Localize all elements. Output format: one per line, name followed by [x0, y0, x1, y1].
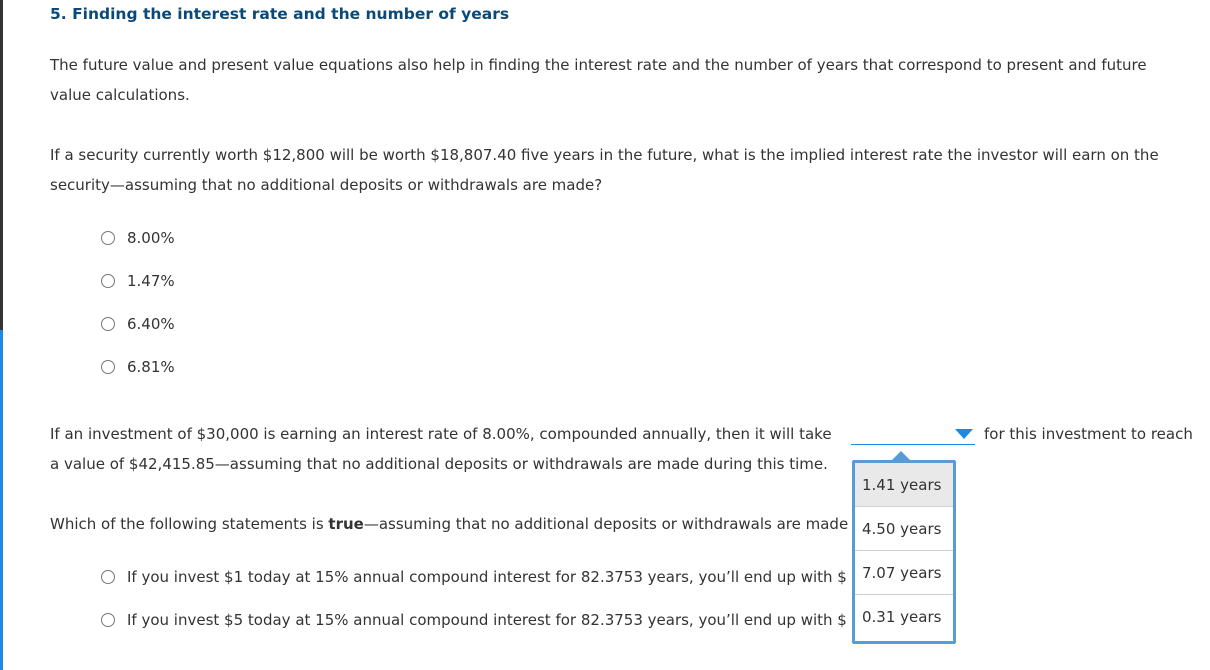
option-label: If you invest $5 today at 15% annual compound interest for 82.3753 years, you’ll end up with $ — [127, 611, 847, 629]
section-title: 5. Finding the interest rate and the number of years — [50, 5, 510, 23]
q3-text-start: Which of the following statements is — [50, 515, 329, 533]
option-label: 6.40% — [127, 315, 175, 333]
option-label: 6.81% — [127, 358, 175, 376]
q1-option-1[interactable] — [101, 228, 175, 248]
intro-paragraph: The future value and present value equations also help in finding the interest rate and the number of years that correspond to present and future value calculations. — [50, 56, 1147, 104]
dropdown-option[interactable]: 7.07 years — [855, 551, 953, 595]
q1-option-4[interactable] — [101, 357, 175, 377]
left-edge-bar-dark — [0, 0, 3, 330]
radio-button[interactable] — [101, 570, 115, 584]
q3-option-2[interactable] — [101, 610, 851, 630]
radio-button[interactable] — [101, 231, 115, 245]
q3-emphasis: true — [328, 515, 364, 533]
option-label: 8.00% — [127, 229, 175, 247]
q1-option-3[interactable] — [101, 314, 175, 334]
dropdown-option[interactable]: 4.50 years — [855, 507, 953, 551]
option-label: If you invest $1 today at 15% annual compound interest for 82.3753 years, you’ll end up with $ — [127, 568, 847, 586]
question-2-line-1: If an investment of $30,000 is earning an interest rate of 8.00%, compounded annually, then it will take — [50, 425, 832, 443]
radio-button[interactable] — [101, 613, 115, 627]
left-edge-bar-blue — [0, 330, 3, 670]
q3-text-end: —assuming that no additional deposits or withdrawals are made — [363, 515, 849, 533]
q3-option-1[interactable] — [101, 567, 851, 587]
dropdown-option[interactable]: 1.41 years — [855, 463, 953, 507]
radio-button[interactable] — [101, 274, 115, 288]
radio-button[interactable] — [101, 360, 115, 374]
question-2-line-2: a value of $42,415.85—assuming that no additional deposits or withdrawals are made during this time. — [50, 455, 828, 473]
question-1-text: If a security currently worth $12,800 will be worth $18,807.40 five years in the future, what is the implied interest rate the investor will earn on the security—assuming that no additional deposits or withdrawals are made? — [50, 146, 1159, 194]
option-label: 1.47% — [127, 272, 175, 290]
years-dropdown-menu — [852, 460, 956, 644]
q1-option-2[interactable] — [101, 271, 175, 291]
question-2-line-1-end: for this investment to reach — [984, 425, 1193, 443]
question-3-text — [50, 509, 850, 539]
years-dropdown[interactable] — [851, 424, 975, 445]
menu-pointer-icon — [892, 451, 910, 460]
dropdown-option[interactable]: 0.31 years — [862, 608, 942, 626]
radio-button[interactable] — [101, 317, 115, 331]
caret-down-icon[interactable] — [955, 429, 973, 439]
